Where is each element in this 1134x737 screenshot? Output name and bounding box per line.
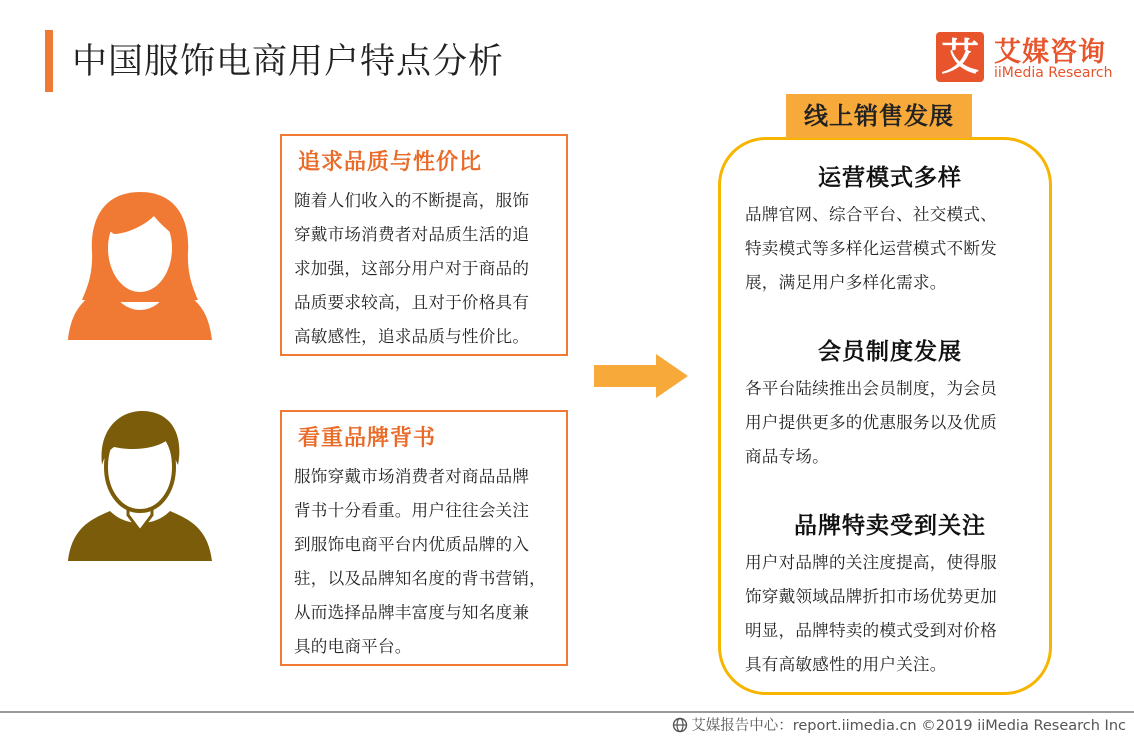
card-line: 穿戴市场消费者对品质生活的追 <box>294 225 530 244</box>
card-body <box>294 460 556 664</box>
online-sales-tag: 线上销售发展 <box>786 94 972 138</box>
globe-icon <box>672 717 688 737</box>
female-user-icon <box>66 190 214 342</box>
brand-flash-sale-section <box>745 508 1035 682</box>
section-title: 会员制度发展 <box>818 339 962 365</box>
card-line: 具的电商平台。 <box>294 637 412 656</box>
card-line: 到服饰电商平台内优质品牌的入 <box>294 535 530 554</box>
section-line: 各平台陆续推出会员制度，为会员 <box>745 379 997 398</box>
title-accent-bar <box>45 30 53 92</box>
footer-divider <box>0 711 1134 713</box>
card-line: 品质要求较高，且对于价格具有 <box>294 293 530 312</box>
section-line: 商品专场。 <box>745 447 829 466</box>
online-sales-panel <box>718 137 1052 695</box>
membership-section <box>745 334 1035 474</box>
section-body <box>745 372 1035 474</box>
card-line: 服饰穿戴市场消费者对商品品牌 <box>294 467 530 486</box>
card-line: 高敏感性，追求品质与性价比。 <box>294 327 530 346</box>
card-line: 从而选择品牌丰富度与知名度兼 <box>294 603 530 622</box>
section-line: 展，满足用户多样化需求。 <box>745 273 947 292</box>
section-line: 饰穿戴领域品牌折扣市场优势更加 <box>745 587 997 606</box>
card-line: 求加强，这部分用户对于商品的 <box>294 259 530 278</box>
operation-modes-section <box>745 160 1035 300</box>
footer <box>672 714 1126 737</box>
section-body <box>745 546 1035 682</box>
quality-value-card <box>280 134 568 356</box>
section-title: 品牌特卖受到关注 <box>794 513 986 539</box>
page-title: 中国服饰电商用户特点分析 <box>72 42 505 82</box>
logo-cn-text: 艾媒咨询 <box>994 37 1106 68</box>
right-arrow-icon <box>594 352 690 404</box>
section-line: 用户提供更多的优惠服务以及优质 <box>745 413 997 432</box>
section-line: 特卖模式等多样化运营模式不断发 <box>745 239 997 258</box>
male-user-icon <box>66 407 214 563</box>
card-body <box>294 184 556 354</box>
section-line: 明显，品牌特卖的模式受到对价格 <box>745 621 997 640</box>
card-title: 追求品质与性价比 <box>298 150 483 175</box>
card-line: 随着人们收入的不断提高，服饰 <box>294 191 530 210</box>
footer-text: 艾媒报告中心：report.iimedia.cn ©2019 iiMedia Research Inc <box>691 718 1126 734</box>
card-title: 看重品牌背书 <box>298 426 437 451</box>
section-line: 品牌官网、综合平台、社交模式、 <box>745 205 997 224</box>
section-line: 具有高敏感性的用户关注。 <box>745 655 947 674</box>
section-line: 用户对品牌的关注度提高，使得服 <box>745 553 997 572</box>
section-body <box>745 198 1035 300</box>
logo-mark: 艾 <box>936 32 984 82</box>
section-title: 运营模式多样 <box>818 165 962 191</box>
card-line: 背书十分看重。用户往往会关注 <box>294 501 530 520</box>
brand-endorsement-card <box>280 410 568 666</box>
logo-en-text: iiMedia Research <box>994 65 1113 81</box>
card-line: 驻，以及品牌知名度的背书营销， <box>294 569 546 588</box>
